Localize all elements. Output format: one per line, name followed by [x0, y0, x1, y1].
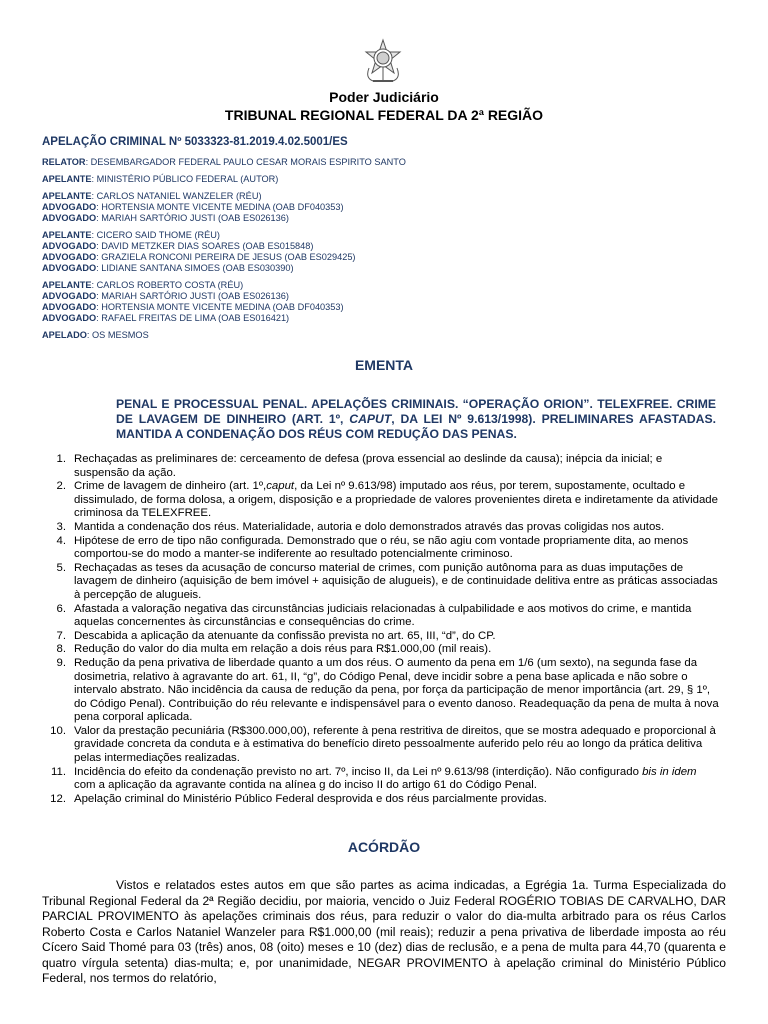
- party-separator: :: [96, 213, 102, 223]
- party-role: APELANTE: [42, 174, 92, 184]
- item-number: 6.: [56, 602, 66, 615]
- party-line: [42, 213, 742, 224]
- party-group: [42, 157, 742, 168]
- party-line: [42, 263, 742, 274]
- party-separator: :: [96, 241, 102, 251]
- party-role: RELATOR: [42, 157, 86, 167]
- party-line: [42, 157, 742, 168]
- text-run: Afastada a valoração negativa das circunstâncias judiciais relacionadas à culpabilidade e aos motivos do crime, e mantida aquelas concernentes às circunstâncias e consequências do crime.: [74, 602, 692, 629]
- item-number: 3.: [56, 520, 66, 533]
- text-run: Descabida a aplicação da atenuante da confissão prevista no art. 65, III, “d”, do CP.: [74, 629, 496, 642]
- party-separator: :: [91, 230, 97, 240]
- party-separator: :: [96, 313, 102, 323]
- item-number: 10.: [50, 724, 66, 737]
- ementa-item: [30, 453, 720, 480]
- text-run: , DA LEI Nº 9.613/1998). PRELIMINARES AFASTADAS. MANTIDA A CONDENAÇÃO DOS RÉUS COM REDUÇÃO DAS PENAS.: [116, 412, 716, 441]
- text-run: PENAL E PROCESSUAL PENAL. APELAÇÕES CRIMINAIS. “OPERAÇÃO ORION”. TELEXFREE. CRIME DE LAVAGEM DE DINHEIRO (ART. 1º,: [116, 397, 716, 426]
- party-group: [42, 230, 742, 274]
- ementa-title: EMENTA: [354, 357, 414, 373]
- party-line: [42, 174, 742, 185]
- text-run: Incidência do efeito da condenação previsto no art. 7º, inciso II, da Lei nº 9.613/98 (interdição). Não configurado: [74, 765, 643, 778]
- party-separator: :: [96, 263, 102, 273]
- ementa-headline: [116, 397, 716, 442]
- text-run: com a aplicação da agravante contida na alínea g do inciso II do artigo 61 do Código Penal.: [74, 779, 537, 792]
- party-role: APELANTE: [42, 191, 92, 201]
- text-run: Valor da prestação pecuniária (R$300.000,00), referente à pena restritiva de direitos, que se mostra adequado e proporcional à gravidade concreta da conduta e à estimativa do benefício direto pessoalmente auferido pelo réu ao longo da prática delitiva pelas intermediações realizadas.: [74, 724, 716, 765]
- party-role: ADVOGADO: [42, 213, 97, 223]
- header-judiciary: Poder Judiciário: [329, 89, 439, 105]
- party-separator: :: [96, 252, 102, 262]
- ementa-items: [30, 453, 720, 806]
- acordao-title: ACÓRDÃO: [347, 839, 421, 855]
- party-group: [42, 174, 742, 185]
- ementa-item: [30, 657, 720, 725]
- party-group: [42, 330, 742, 341]
- party-name: CICERO SAID THOME (RÉU): [96, 230, 220, 240]
- party-name: OS MESMOS: [92, 330, 149, 340]
- text-run: Redução da pena privativa de liberdade quanto a um dos réus. O aumento da pena em 1/6 (um sexto), na segunda fase da dosimetria, relativo à agravante do art. 61, II, “g”, do Código Penal, deve incidir sobre a pena base aplicada e não sobre o intervalo abstrato. Não incidência da causa de redução da pena, por força da participação de menor importância (art. 29, § 1º, do Código Penal). Contribuição do réu relevante e indispensável para o evento danoso. Readequação da pena de multa à nova pena corporal aplicada.: [74, 656, 719, 724]
- party-line: [42, 202, 742, 213]
- acordao-text: Vistos e relatados estes autos em que são partes as acima indicadas, a Egrégia 1a. Turma Especializada do Tribunal Regional Federal da 2ª Região decidiu, por maioria, vencido o Juiz Federal ROGÉRIO TOBIAS DE CARVALHO, DAR PARCIAL PROVIMENTO às apelações criminais dos réus, para reduzir o valor do dia-multa arbitrado para os réus Carlos Roberto Costa e Carlos Nataniel Wanzeler para R$1.000,00 (mil reais); reduzir a pena privativa de liberdade imposta ao réu Cícero Said Thomé para 03 (três) anos, 08 (oito) meses e 10 (dez) dias de reclusão, e a pena de multa para 44,70 (quarenta e quatro vírgula setenta) dias-multa; e, por unanimidade, NEGAR PROVIMENTO à apelação criminal do Ministério Público Federal, nos termos do relatório,: [42, 878, 726, 985]
- ementa-item: [30, 480, 720, 521]
- party-name: MINISTÉRIO PÚBLICO FEDERAL (AUTOR): [96, 174, 279, 184]
- party-separator: :: [91, 280, 97, 290]
- party-line: [42, 230, 742, 241]
- text-run: Crime de lavagem de dinheiro (art. 1º,: [74, 480, 267, 493]
- item-number: 1.: [56, 453, 66, 465]
- header-court: TRIBUNAL REGIONAL FEDERAL DA 2ª REGIÃO: [224, 107, 544, 123]
- process-number: APELAÇÃO CRIMINAL Nº 5033323-81.2019.4.02.5001/ES: [42, 136, 348, 148]
- text-run: Apelação criminal do Ministério Público Federal desprovida e dos réus parcialmente providas.: [74, 792, 547, 805]
- parties-list: [42, 157, 742, 347]
- party-role: APELADO: [42, 330, 87, 340]
- party-separator: :: [96, 291, 102, 301]
- party-line: [42, 191, 742, 202]
- party-separator: :: [91, 191, 97, 201]
- party-line: [42, 252, 742, 263]
- party-role: APELANTE: [42, 230, 92, 240]
- party-name: GRAZIELA RONCONI PEREIRA DE JESUS (OAB ES029425): [101, 252, 356, 262]
- italic-text: CAPUT: [349, 412, 392, 426]
- party-separator: :: [85, 157, 91, 167]
- ementa-item: [30, 535, 720, 562]
- party-separator: :: [86, 330, 93, 340]
- ementa-item: [30, 725, 720, 766]
- item-number: 8.: [56, 643, 66, 656]
- party-name: CARLOS ROBERTO COSTA (RÉU): [96, 280, 244, 290]
- party-name: DAVID METZKER DIAS SOARES (OAB ES015848): [101, 241, 314, 251]
- party-name: MARIAH SARTÓRIO JUSTI (OAB ES026136): [101, 213, 289, 223]
- item-number: 7.: [56, 629, 66, 642]
- party-line: [42, 330, 742, 341]
- party-role: ADVOGADO: [42, 252, 97, 262]
- party-group: [42, 191, 742, 224]
- ementa-item: [30, 603, 720, 630]
- italic-text: caput: [266, 480, 295, 493]
- party-line: [42, 313, 742, 324]
- ementa-item: [30, 643, 720, 657]
- party-line: [42, 302, 742, 313]
- text-run: Hipótese de erro de tipo não configurada. Demonstrado que o réu, se não agiu com vontade propriamente dita, ao menos comportou-se do modo a manter-se indiferente ao resultado potencialmente criminoso.: [74, 534, 689, 561]
- party-name: LIDIANE SANTANA SIMOES (OAB ES030390): [101, 263, 294, 273]
- party-name: MARIAH SARTÓRIO JUSTI (OAB ES026136): [101, 291, 289, 301]
- italic-text: bis in idem: [642, 765, 697, 778]
- party-separator: :: [91, 174, 97, 184]
- item-number: 11.: [51, 765, 66, 778]
- party-separator: :: [96, 302, 102, 312]
- brazil-coat-of-arms-icon: [361, 38, 405, 84]
- item-number: 12.: [50, 792, 66, 805]
- party-name: DESEMBARGADOR FEDERAL PAULO CESAR MORAIS ESPIRITO SANTO: [90, 157, 406, 167]
- text-run: Mantida a condenação dos réus. Materialidade, autoria e dolo demonstrados através das provas coligidas nos autos.: [74, 520, 665, 533]
- text-run: Rechaçadas as preliminares de: cerceamento de defesa (prova essencial ao deslinde da causa); inépcia da inicial; e suspensão da ação.: [74, 453, 663, 479]
- item-number: 2.: [56, 480, 66, 493]
- party-role: ADVOGADO: [42, 291, 97, 301]
- party-role: ADVOGADO: [42, 263, 97, 273]
- text-run: , da Lei nº 9.613/98) imputado aos réus, por terem, supostamente, ocultado e dissimulado, de forma dolosa, a origem, disposição e a propriedade de valores provenientes direta e indiretamente da atividade criminosa da TELEXFREE.: [74, 480, 718, 520]
- party-role: ADVOGADO: [42, 202, 97, 212]
- party-role: ADVOGADO: [42, 313, 97, 323]
- party-role: ADVOGADO: [42, 241, 97, 251]
- party-line: [42, 280, 742, 291]
- ementa-item: [30, 562, 720, 603]
- party-group: [42, 280, 742, 324]
- party-line: [42, 291, 742, 302]
- item-number: 4.: [56, 534, 66, 547]
- party-name: HORTENSIA MONTE VICENTE MEDINA (OAB DF040353): [101, 302, 344, 312]
- item-number: 9.: [56, 656, 66, 669]
- ementa-item: [30, 521, 720, 535]
- party-name: HORTENSIA MONTE VICENTE MEDINA (OAB DF040353): [101, 202, 344, 212]
- party-role: ADVOGADO: [42, 302, 97, 312]
- party-line: [42, 241, 742, 252]
- ementa-item: [30, 793, 720, 807]
- party-role: APELANTE: [42, 280, 92, 290]
- text-run: Rechaçadas as teses da acusação de concurso material de crimes, com punição autônoma para as duas imputações de lavagem de dinheiro (aquisição de bem imóvel + aquisição de alugueis), e de continuidade delitiva entre as práticas associadas à percepção de alugueis.: [74, 561, 718, 601]
- item-number: 5.: [56, 561, 66, 574]
- ementa-item: [30, 630, 720, 644]
- party-name: CARLOS NATANIEL WANZELER (RÉU): [96, 191, 262, 201]
- party-name: RAFAEL FREITAS DE LIMA (OAB ES016421): [101, 313, 290, 323]
- text-run: Redução do valor do dia multa em relação a dois réus para R$1.000,00 (mil reais).: [74, 643, 492, 656]
- party-separator: :: [96, 202, 102, 212]
- ementa-item: [30, 766, 720, 793]
